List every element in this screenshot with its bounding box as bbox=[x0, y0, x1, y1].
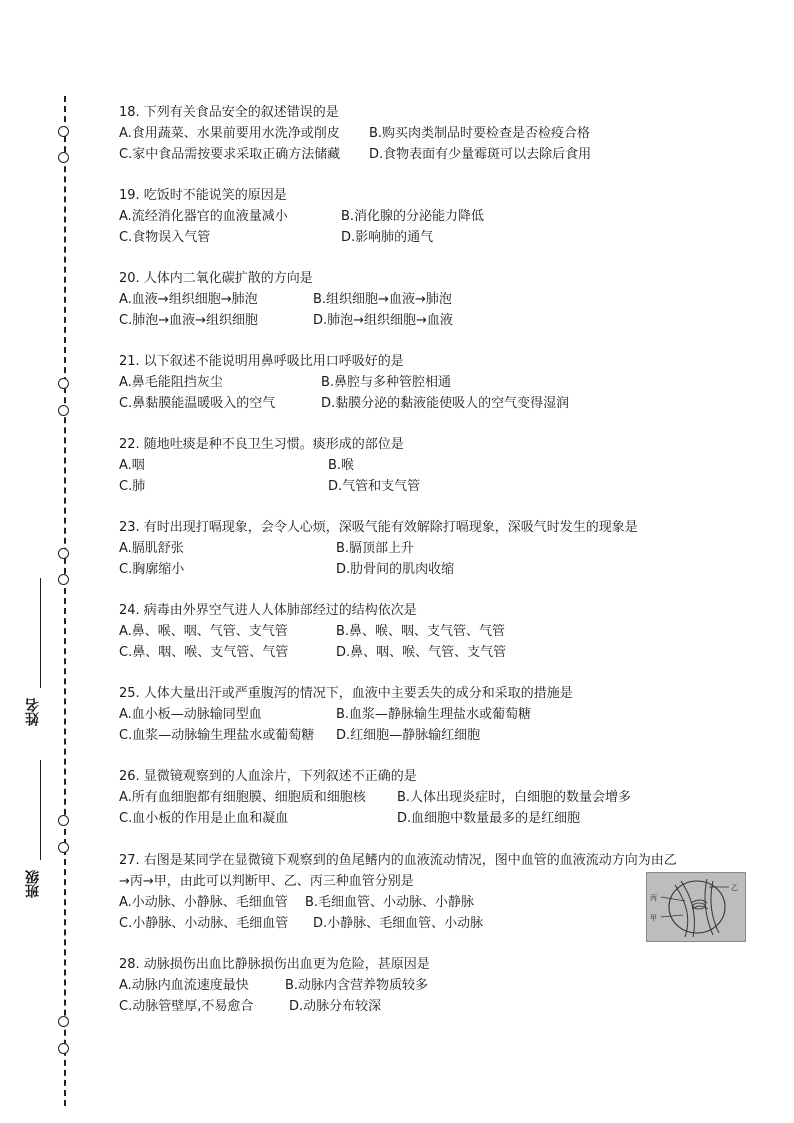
option-b: B.动脉内含营养物质较多 bbox=[285, 978, 429, 993]
question-stem: 19. 吃饭时不能说笑的原因是 bbox=[119, 188, 287, 203]
option-d: D.肺泡→组织细胞→血液 bbox=[313, 313, 453, 328]
binding-hole bbox=[58, 815, 69, 826]
option-a: A.血小板—动脉输同型血 bbox=[119, 707, 262, 722]
figure-label-bing: 丙 bbox=[650, 894, 657, 902]
question-26 bbox=[119, 766, 729, 829]
option-c: C.小静脉、小动脉、毛细血管 bbox=[119, 916, 289, 931]
option-d: D.肋骨间的肌肉收缩 bbox=[336, 562, 455, 577]
option-c: C.鼻、咽、喉、支气管、气管 bbox=[119, 645, 289, 660]
option-d: D.黏膜分泌的黏液能使吸人的空气变得湿润 bbox=[321, 396, 570, 411]
question-stem: 26. 显微镜观察到的人血涂片，下列叙述不正确的是 bbox=[119, 769, 417, 784]
option-d: D.小静脉、毛细血管、小动脉 bbox=[313, 916, 484, 931]
question-stem: 18. 下列有关食品安全的叙述错误的是 bbox=[119, 105, 339, 120]
question-stem: 27. 右图是某同学在显微镜下观察到的鱼尾鳍内的血液流动情况，图中血管的血液流动方向为由乙 bbox=[119, 853, 677, 868]
question-stem: 25. 人体大量出汗或严重腹泻的情况下，血液中主要丢失的成分和采取的措施是 bbox=[119, 686, 573, 701]
question-25 bbox=[119, 683, 729, 746]
option-d: D.血细胞中数量最多的是红细胞 bbox=[397, 811, 581, 826]
binding-hole bbox=[58, 1043, 69, 1054]
question-stem: 28. 动脉损伤出血比静脉损伤出血更为危险，甚原因是 bbox=[119, 957, 430, 972]
option-a: A.鼻、喉、咽、气管、支气管 bbox=[119, 624, 288, 639]
question-28 bbox=[119, 954, 729, 1017]
option-a: A.食用蔬菜、水果前要用水洗净或削皮 bbox=[119, 126, 340, 141]
binding-hole bbox=[58, 378, 69, 389]
question-stem-continued: →丙→甲，由此可以判断甲、乙、丙三种血管分别是 bbox=[119, 874, 414, 889]
option-c: C.鼻黏膜能温暖吸入的空气 bbox=[119, 396, 276, 411]
question-stem: 22. 随地吐痰是种不良卫生习惯。痰形成的部位是 bbox=[119, 437, 404, 452]
binding-hole bbox=[58, 548, 69, 559]
question-stem: 20. 人体内二氧化碳扩散的方向是 bbox=[119, 271, 313, 286]
option-a: A.鼻毛能阻挡灰尘 bbox=[119, 375, 223, 390]
binding-hole bbox=[58, 405, 69, 416]
question-22 bbox=[119, 434, 729, 497]
binding-hole bbox=[58, 842, 69, 853]
option-b: B.消化腺的分泌能力降低 bbox=[341, 209, 485, 224]
option-c: C.食物误入气管 bbox=[119, 230, 211, 245]
question-24 bbox=[119, 600, 729, 663]
option-b: B.购买肉类制品时要检查是否检疫合格 bbox=[369, 126, 591, 141]
option-b: B.血浆—静脉输生理盐水或葡萄糖 bbox=[336, 707, 532, 722]
question-stem: 21. 以下叙述不能说明用鼻呼吸比用口呼吸好的是 bbox=[119, 354, 404, 369]
option-c: C.肺泡→血液→组织细胞 bbox=[119, 313, 258, 328]
name-blank-line bbox=[40, 578, 41, 688]
option-d: D.红细胞—静脉输红细胞 bbox=[336, 728, 481, 743]
binding-hole bbox=[58, 126, 69, 137]
question-20 bbox=[119, 268, 729, 331]
question-18 bbox=[119, 102, 729, 165]
class-label: 班级 bbox=[25, 870, 41, 898]
name-label: 姓名 bbox=[25, 698, 41, 726]
option-c: C.动脉管壁厚,不易愈合 bbox=[119, 999, 254, 1014]
figure-label-jia: 甲 bbox=[650, 914, 657, 922]
option-d: D.动脉分布较深 bbox=[289, 999, 382, 1014]
option-d: D.影响肺的通气 bbox=[341, 230, 434, 245]
figure-label-yi: 乙 bbox=[731, 884, 738, 892]
binding-hole bbox=[58, 152, 69, 163]
option-c: C.血浆—动脉输生理盐水或葡萄糖 bbox=[119, 728, 315, 743]
option-a: A.膈肌舒张 bbox=[119, 541, 184, 556]
class-blank-line bbox=[40, 760, 41, 860]
option-c: C.胸廓缩小 bbox=[119, 562, 185, 577]
question-23 bbox=[119, 517, 729, 580]
option-b: B.鼻、喉、咽、支气管、气管 bbox=[336, 624, 506, 639]
option-a: A.动脉内血流速度最快 bbox=[119, 978, 249, 993]
option-b: B.组织细胞→血液→肺泡 bbox=[313, 292, 452, 307]
question-21 bbox=[119, 351, 729, 414]
option-b: B.毛细血管、小动脉、小静脉 bbox=[305, 895, 475, 910]
question-stem: 24. 病毒由外界空气进人人体肺部经过的结构依次是 bbox=[119, 603, 417, 618]
option-b: B.人体出现炎症时，白细胞的数量会增多 bbox=[397, 790, 632, 805]
option-c: C.家中食品需按要求采取正确方法储藏 bbox=[119, 147, 341, 162]
question-27 bbox=[119, 850, 729, 934]
question-19 bbox=[119, 185, 729, 248]
option-b: B.膈顶部上升 bbox=[336, 541, 415, 556]
option-c: C.肺 bbox=[119, 479, 146, 494]
binding-dashed-line bbox=[64, 96, 66, 1106]
fish-tail-blood-vessel-figure bbox=[646, 872, 746, 942]
option-d: D.食物表面有少量霉斑可以去除后食用 bbox=[369, 147, 592, 162]
option-d: D.气管和支气管 bbox=[328, 479, 421, 494]
question-stem: 23. 有时出现打嗝现象，会令人心烦，深吸气能有效解除打嗝现象，深吸气时发生的现象是 bbox=[119, 520, 638, 535]
option-a: A.所有血细胞都有细胞膜、细胞质和细胞核 bbox=[119, 790, 366, 805]
option-d: D.鼻、咽、喉、气管、支气管 bbox=[336, 645, 507, 660]
binding-hole bbox=[58, 1016, 69, 1027]
option-a: A.咽 bbox=[119, 458, 145, 473]
option-a: A.小动脉、小静脉、毛细血管 bbox=[119, 895, 288, 910]
option-b: B.喉 bbox=[328, 458, 355, 473]
option-c: C.血小板的作用是止血和凝血 bbox=[119, 811, 289, 826]
option-a: A.流经消化器官的血液量减小 bbox=[119, 209, 288, 224]
option-a: A.血液→组织细胞→肺泡 bbox=[119, 292, 258, 307]
binding-hole bbox=[58, 574, 69, 585]
option-b: B.鼻腔与多种管腔相通 bbox=[321, 375, 452, 390]
